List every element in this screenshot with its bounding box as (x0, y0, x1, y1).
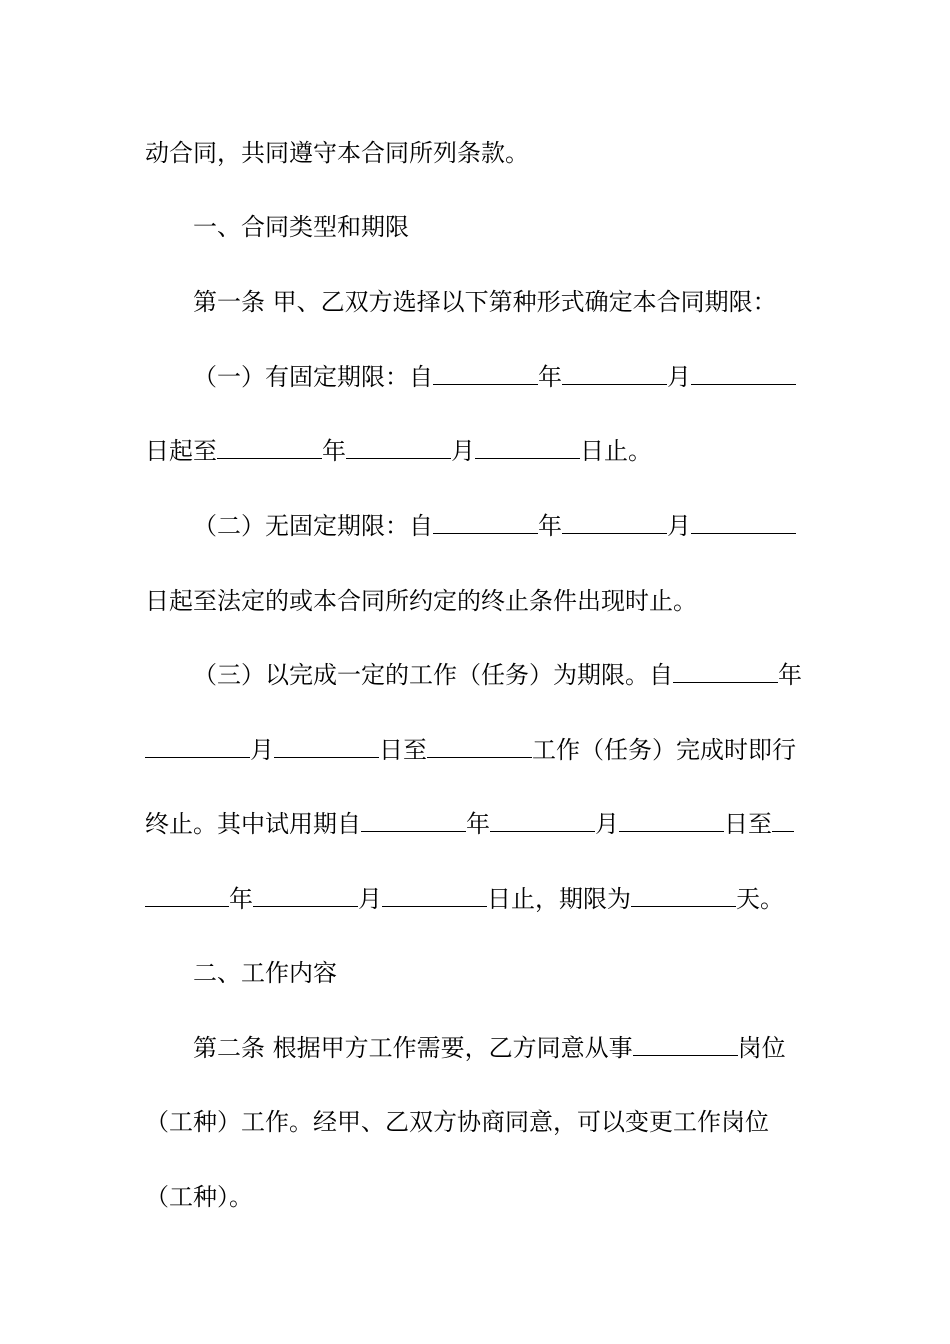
blank-field (274, 735, 379, 758)
blank-field (691, 511, 796, 534)
blank-field (145, 884, 229, 907)
paragraph-line (145, 809, 807, 839)
text-segment: 日止，期限为 (487, 885, 631, 913)
blank-field (433, 362, 538, 385)
blank-field (562, 511, 667, 534)
paragraph-line: （工种）工作。经甲、乙双方协商同意，可以变更工作岗位 (145, 1108, 769, 1136)
paragraph-line: 动合同，共同遵守本合同所列条款。 (145, 139, 529, 167)
blank-field (673, 660, 778, 683)
text-segment: 日起至 (145, 437, 217, 465)
blank-field (382, 884, 487, 907)
text-segment: 月 (667, 363, 691, 391)
text-segment: 第二条 根据甲方工作需要，乙方同意从事 (193, 1034, 633, 1062)
text-segment: 岗位 (737, 1034, 786, 1062)
text-segment: 月 (451, 437, 475, 465)
text-segment: 年 (538, 363, 562, 391)
paragraph-line (145, 884, 807, 914)
text-segment: 年 (229, 885, 253, 913)
text-segment: 终止。其中试用期自 (145, 810, 361, 838)
blank-field (562, 362, 667, 385)
text-segment: 年 (466, 810, 490, 838)
blank-field (433, 511, 538, 534)
text-segment: 日至 (379, 736, 427, 764)
article-line (193, 1033, 807, 1063)
blank-field (631, 884, 736, 907)
paragraph-line (193, 660, 807, 690)
text-segment: 天。 (736, 885, 784, 913)
section-heading: 二、工作内容 (193, 959, 337, 987)
blank-field (490, 809, 595, 832)
article-line: 第一条 甲、乙双方选择以下第种形式确定本合同期限： (193, 288, 777, 316)
blank-field (361, 809, 466, 832)
text-group (145, 735, 796, 765)
text-segment: 日止。 (580, 437, 652, 465)
text-segment: 月 (358, 885, 382, 913)
blank-field (145, 735, 250, 758)
blank-field (691, 362, 796, 385)
text-segment: 日至 (724, 810, 772, 838)
text-segment: 年 (538, 512, 562, 540)
text-segment: （二）无固定期限：自 (193, 512, 433, 540)
text-segment: 月 (595, 810, 619, 838)
blank-field (217, 436, 322, 459)
section-heading: 一、合同类型和期限 (193, 213, 409, 241)
paragraph-line: （工种）。 (145, 1183, 253, 1211)
blank-field (253, 884, 358, 907)
blank-field (346, 436, 451, 459)
text-segment: 月 (667, 512, 691, 540)
blank-field (475, 436, 580, 459)
paragraph-line (145, 735, 807, 765)
text-segment: 月 (250, 736, 274, 764)
paragraph-line (145, 436, 807, 466)
text-segment: （三）以完成一定的工作（任务）为期限。自 (193, 661, 673, 689)
blank-field (633, 1033, 738, 1056)
paragraph-line (193, 511, 807, 541)
paragraph-line (193, 362, 807, 392)
text-segment: 工作（任务）完成时即行 (532, 736, 796, 764)
blank-field (619, 809, 724, 832)
text-segment: 年 (778, 661, 802, 689)
paragraph-line: 日起至法定的或本合同所约定的终止条件出现时止。 (145, 587, 697, 615)
blank-field (772, 809, 794, 832)
blank-field (427, 735, 532, 758)
text-segment: （一）有固定期限：自 (193, 363, 433, 391)
text-segment: 年 (322, 437, 346, 465)
